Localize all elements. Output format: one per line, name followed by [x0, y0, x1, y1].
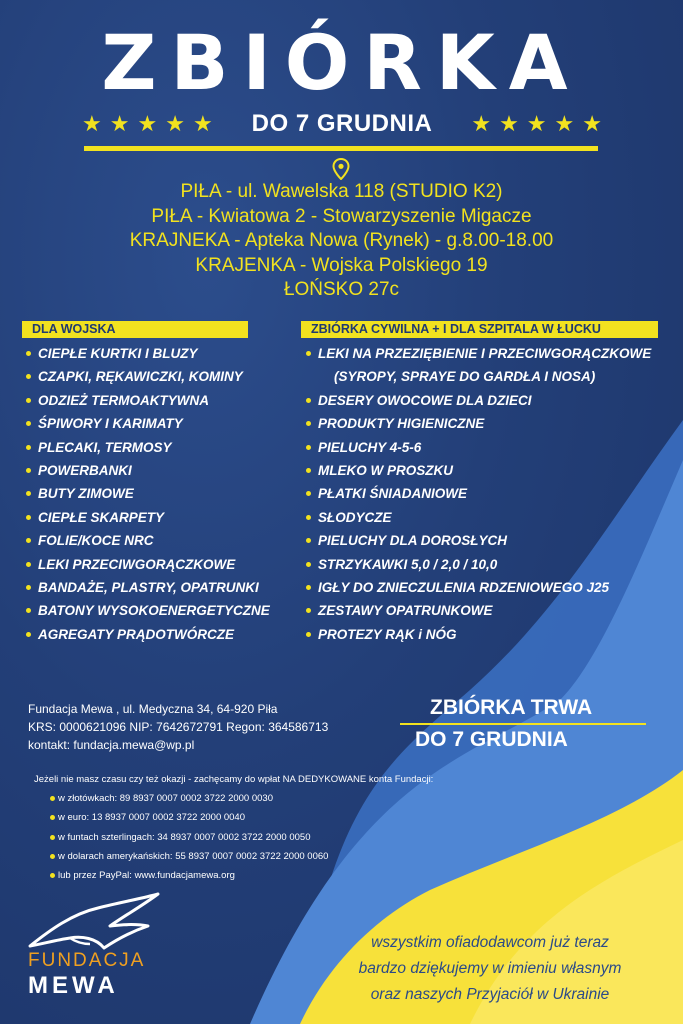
bullet-icon [306, 562, 311, 567]
bullet-icon [306, 585, 311, 590]
list-item: AGREGATY PRĄDOTWÓRCZE [26, 623, 270, 646]
account-item: w euro: 13 8937 0007 0002 3722 2000 0040 [34, 808, 554, 827]
accounts-intro: Jeżeli nie masz czasu czy też okazji - zachęcamy do wpłat NA DEDYKOWANE konta Fundacji: [34, 774, 434, 785]
bullet-icon [306, 608, 311, 613]
list-item: CZAPKI, RĘKAWICZKI, KOMINY [26, 365, 270, 388]
list-item-continuation: (SYROPY, SPRAYE DO GARDŁA I NOSA) [334, 369, 596, 385]
account-item: w funtach szterlingach: 34 8937 0007 0002 3722 2000 0050 [34, 828, 554, 847]
list-item: ZESTAWY OPATRUNKOWE [306, 599, 651, 622]
thanks-line: wszystkim ofiadodawcom już teraz [371, 934, 609, 951]
subtitle-row [82, 108, 602, 140]
logo-text-fundacja: FUNDACJA [28, 950, 146, 971]
stars-left [82, 113, 213, 135]
bullet-icon [306, 351, 311, 356]
duration-divider [400, 723, 646, 725]
location-item: KRAJNEKA - Apteka Nowa (Rynek) - g.8.00-18.00 [129, 230, 554, 251]
list-item: MLEKO W PROSZKU [306, 459, 651, 482]
account-item: w złotówkach: 89 8937 0007 0002 3722 2000 0030 [34, 789, 554, 808]
foundation-contact: kontakt: fundacja.mewa@wp.pl [28, 738, 195, 752]
bullet-icon [26, 515, 31, 520]
list-item: PRODUKTY HIGIENICZNE [306, 412, 651, 435]
star-icon: ★ [192, 111, 213, 136]
bullet-icon [26, 374, 31, 379]
star-icon: ★ [82, 111, 102, 136]
star-icon: ★ [582, 111, 602, 136]
thanks-line: bardzo dziękujemy w imieniu własnym [358, 960, 622, 977]
list-item: IGŁY DO ZNIECZULENIA RDZENIOWEGO J25 [306, 576, 651, 599]
bullet-icon [306, 491, 311, 496]
army-list [26, 342, 270, 646]
list-item: LEKI NA PRZEZIĘBIENIE I PRZECIWGORĄCZKOWE [306, 342, 651, 365]
page-title: ZBIÓRKA [101, 18, 582, 107]
stars-right [471, 113, 602, 135]
bullet-icon [306, 538, 311, 543]
list-item: POWERBANKI [26, 459, 270, 482]
list-item: PROTEZY RĄK i NÓG [306, 623, 651, 646]
bullet-icon [26, 468, 31, 473]
star-icon: ★ [165, 111, 185, 136]
list-item: PIELUCHY 4-5-6 [306, 436, 651, 459]
list-item: ŚPIWORY I KARIMATY [26, 412, 270, 435]
thanks-line: oraz naszych Przyjaciół w Ukrainie [370, 986, 610, 1003]
location-item: PIŁA - ul. Wawelska 118 (STUDIO K2) [180, 181, 503, 202]
bullet-icon [26, 351, 31, 356]
list-item: PŁATKI ŚNIADANIOWE [306, 482, 651, 505]
list-item: SŁODYCZE [306, 506, 651, 529]
account-item: lub przez PayPal: www.fundacjamewa.org [34, 866, 554, 885]
location-pin-icon [332, 158, 350, 180]
bullet-icon [306, 468, 311, 473]
civil-list [306, 342, 651, 646]
duration-block [400, 694, 650, 754]
list-item: ODZIEŻ TERMOAKTYWNA [26, 389, 270, 412]
bullet-icon [50, 796, 55, 801]
list-item: PLECAKI, TERMOSY [26, 436, 270, 459]
bullet-icon [50, 835, 55, 840]
bullet-icon [26, 445, 31, 450]
star-icon: ★ [471, 111, 492, 136]
foundation-info [28, 700, 378, 754]
list-item: BUTY ZIMOWE [26, 482, 270, 505]
list-item: LEKI PRZECIWGORĄCZKOWE [26, 553, 270, 576]
list-item: BANDAŻE, PLASTRY, OPATRUNKI [26, 576, 270, 599]
star-icon: ★ [109, 111, 130, 136]
list-item: STRZYKAWKI 5,0 / 2,0 / 10,0 [306, 553, 651, 576]
bank-accounts [34, 770, 554, 885]
bullet-icon [26, 585, 31, 590]
bullet-icon [26, 538, 31, 543]
bullet-icon [26, 491, 31, 496]
list-item: FOLIE/KOCE NRC [26, 529, 270, 552]
bullet-icon [50, 873, 55, 878]
list-item: PIELUCHY DLA DOROSŁYCH [306, 529, 651, 552]
foundation-registry: KRS: 0000621096 NIP: 7642672791 Regon: 364586713 [28, 720, 329, 734]
star-icon: ★ [499, 111, 519, 136]
list-item: CIEPŁE SKARPETY [26, 506, 270, 529]
bullet-icon [50, 854, 55, 859]
thank-you-message [310, 930, 670, 1008]
list-item: DESERY OWOCOWE DLA DZIECI [306, 389, 651, 412]
bullet-icon [306, 398, 311, 403]
bullet-icon [26, 608, 31, 613]
civil-heading: ZBIÓRKA CYWILNA + I DLA SZPITALA W ŁUCKU [301, 321, 658, 338]
list-item: BATONY WYSOKOENERGETYCZNE [26, 599, 270, 622]
army-heading: DLA WOJSKA [22, 321, 248, 338]
locations-list [60, 180, 623, 303]
logo-text-mewa: MEWA [28, 972, 119, 999]
list-item: CIEPŁE KURTKI I BLUZY [26, 342, 270, 365]
duration-line-2: DO 7 GRUDNIA [415, 728, 568, 751]
bullet-icon [26, 421, 31, 426]
page-subtitle: DO 7 GRUDNIA [251, 110, 433, 137]
location-item: PIŁA - Kwiatowa 2 - Stowarzyszenie Migacze [151, 205, 532, 227]
bullet-icon [26, 562, 31, 567]
bullet-icon [26, 398, 31, 403]
bullet-icon [306, 632, 311, 637]
duration-line-1: ZBIÓRKA TRWA [430, 696, 593, 719]
star-icon: ★ [137, 111, 158, 136]
bullet-icon [306, 421, 311, 426]
location-item: ŁOŃSKO 27c [283, 279, 400, 300]
bullet-icon [26, 632, 31, 637]
bullet-icon [306, 445, 311, 450]
bullet-icon [306, 515, 311, 520]
title-underline [84, 146, 598, 151]
star-icon: ★ [526, 111, 547, 136]
bullet-icon [50, 815, 55, 820]
star-icon: ★ [554, 111, 575, 136]
foundation-address: Fundacja Mewa , ul. Medyczna 34, 64-920 Piła [28, 702, 278, 716]
location-item: KRAJENKA - Wojska Polskiego 19 [195, 254, 488, 276]
account-item: w dolarach amerykańskich: 55 8937 0007 0002 3722 2000 0060 [34, 847, 554, 866]
